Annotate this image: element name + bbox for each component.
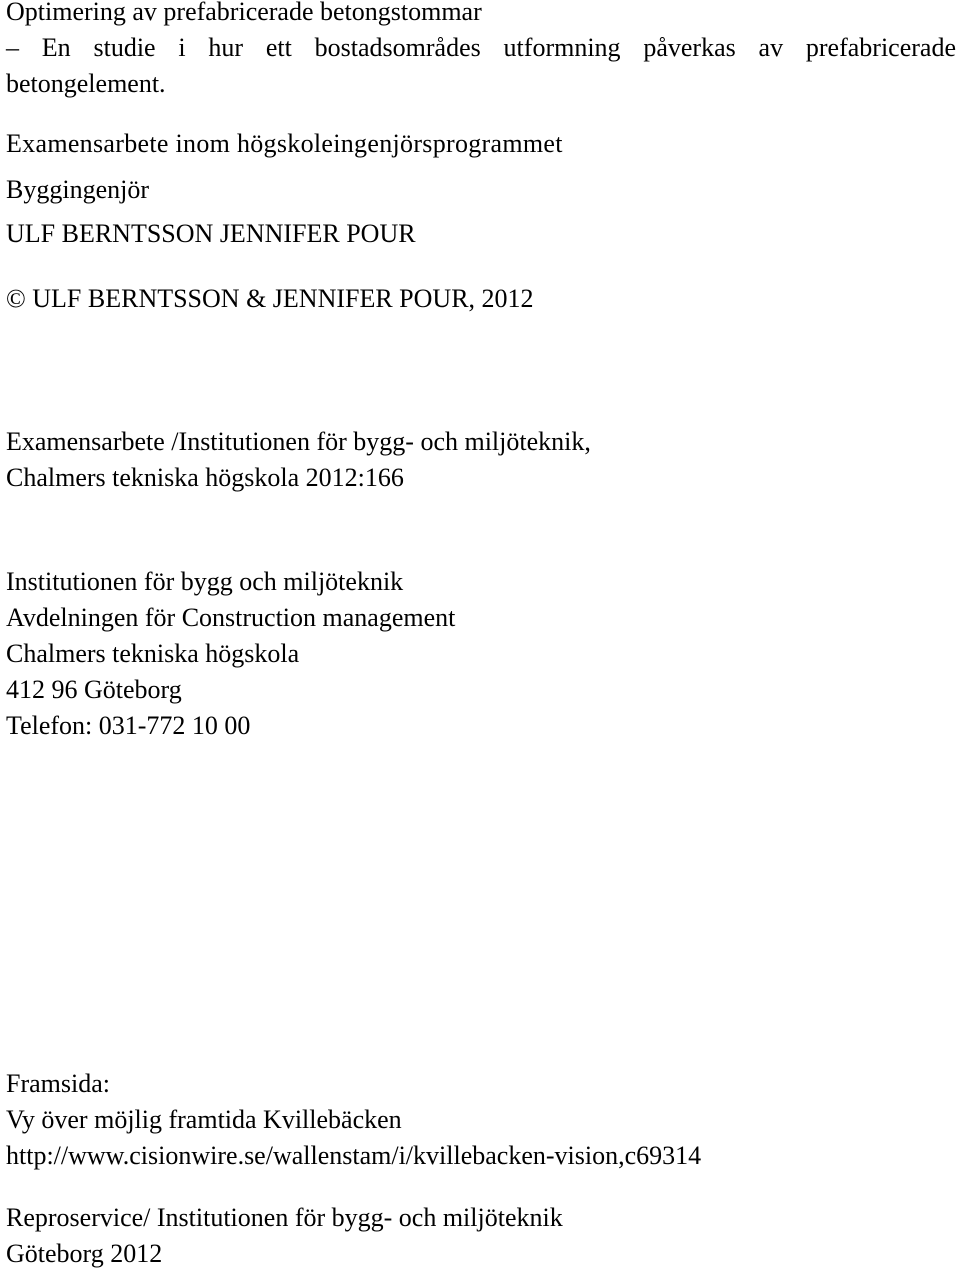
print-line-2: Göteborg 2012 <box>6 1239 163 1268</box>
department-line-2: Avdelningen för Construction management <box>6 603 456 632</box>
cover-label: Framsida: <box>6 1069 110 1098</box>
programme-line-1: Examensarbete inom högskoleingenjörsprogrammet <box>6 129 563 158</box>
department-line-3: Chalmers tekniska högskola <box>6 639 300 668</box>
print-line-1: Reproservice/ Institutionen för bygg- och miljöteknik <box>6 1203 563 1232</box>
title-section <box>6 0 956 102</box>
cover-credit-section <box>6 1066 956 1174</box>
authors-line: ULF BERNTSSON JENNIFER POUR <box>6 219 416 248</box>
title-line-1: Optimering av prefabricerade betongstommar <box>6 0 482 26</box>
copyright-line: © ULF BERNTSSON & JENNIFER POUR, 2012 <box>6 284 534 313</box>
department-line-5: Telefon: 031-772 10 00 <box>6 711 251 740</box>
thesis-line-1: Examensarbete /Institutionen för bygg- och miljöteknik, <box>6 427 591 456</box>
department-line-4: 412 96 Göteborg <box>6 675 182 704</box>
thesis-line-2: Chalmers tekniska högskola 2012:166 <box>6 463 404 492</box>
programme-section <box>6 121 956 213</box>
cover-url: http://www.cisionwire.se/wallenstam/i/kvillebacken-vision,c69314 <box>6 1141 702 1170</box>
title-line-3: betongelement. <box>6 69 166 98</box>
authors-section <box>6 216 956 252</box>
cover-caption: Vy över möjlig framtida Kvillebäcken <box>6 1105 402 1134</box>
title-line-2: – En studie i hur ett bostadsområdes utformning påverkas av prefabricerade <box>6 33 956 62</box>
print-section <box>6 1200 956 1272</box>
thesis-series-section <box>6 424 956 496</box>
programme-line-2: Byggingenjör <box>6 175 149 204</box>
department-line-1: Institutionen för bygg och miljöteknik <box>6 567 404 596</box>
department-address-section <box>6 564 956 744</box>
copyright-section <box>6 281 956 317</box>
